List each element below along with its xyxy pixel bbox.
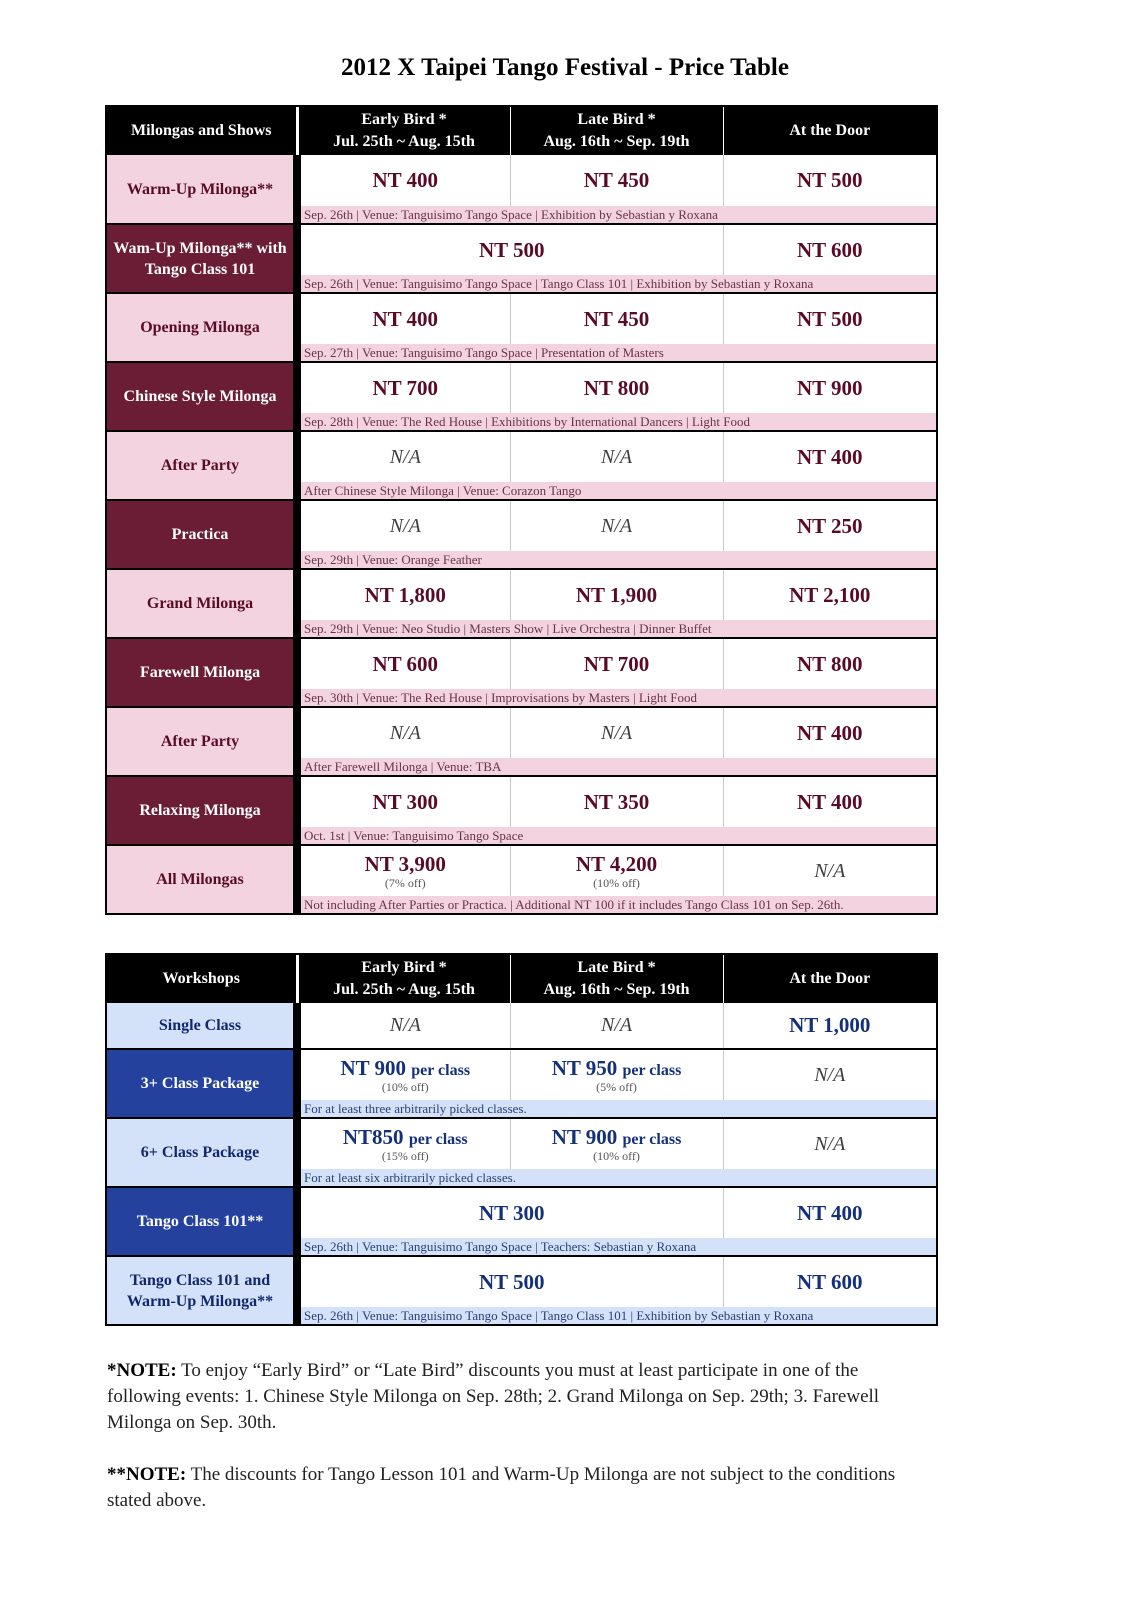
late-bird-dates: Aug. 16th ~ Sep. 19th: [543, 133, 690, 150]
table-row: [107, 500, 936, 551]
workshops-header-label: Workshops: [107, 955, 297, 1003]
early-late-price: NT 300: [297, 1187, 723, 1238]
event-info: Sep. 29th | Venue: Orange Feather: [297, 551, 936, 569]
late-price: NT 450: [510, 293, 723, 344]
event-name: Opening Milonga: [107, 293, 297, 362]
door-price: N/A: [723, 845, 936, 896]
workshop-name: 3+ Class Package: [107, 1049, 297, 1118]
door-price: N/A: [723, 1049, 936, 1100]
early-price: NT 400: [297, 155, 510, 206]
event-name: Farewell Milonga: [107, 638, 297, 707]
per-class-label: per class: [408, 1131, 468, 1148]
early-price: NT 300: [297, 776, 510, 827]
late-discount: (10% off): [593, 1149, 640, 1163]
note-label: **NOTE:: [107, 1464, 187, 1485]
event-info: After Chinese Style Milonga | Venue: Corazon Tango: [297, 482, 936, 500]
event-name: Warm-Up Milonga**: [107, 155, 297, 224]
early-price-value: NT850: [342, 1125, 404, 1149]
door-price: NT 600: [723, 224, 936, 275]
door-price: NT 500: [723, 293, 936, 344]
per-class-label: per class: [622, 1131, 682, 1148]
note-text: The discounts for Tango Lesson 101 and Warm-Up Milonga are not subject to the conditions stated above.: [107, 1464, 896, 1511]
workshop-name: 6+ Class Package: [107, 1118, 297, 1187]
late-price: [510, 1118, 723, 1169]
late-price: NT 1,900: [510, 569, 723, 620]
early-price-value: NT 3,900: [364, 852, 446, 876]
event-name: Wam-Up Milonga** with Tango Class 101: [107, 224, 297, 293]
late-bird-label: Late Bird *: [577, 959, 656, 976]
event-info: Not including After Parties or Practica. | Additional NT 100 if it includes Tango Class 101 on Sep. 26th.: [297, 896, 936, 913]
early-late-price: NT 500: [297, 224, 723, 275]
door-price: N/A: [723, 1118, 936, 1169]
event-name: All Milongas: [107, 845, 297, 913]
per-class-label: per class: [411, 1062, 471, 1079]
late-price: N/A: [510, 1003, 723, 1049]
door-price: NT 400: [723, 431, 936, 482]
late-price: NT 350: [510, 776, 723, 827]
event-info: Sep. 29th | Venue: Neo Studio | Masters Show | Live Orchestra | Dinner Buffet: [297, 620, 936, 638]
table-row: [107, 845, 936, 896]
late-price-value: NT 950: [551, 1056, 618, 1080]
table-row: [107, 155, 936, 206]
table-row: [107, 1256, 936, 1307]
event-info: Sep. 27th | Venue: Tanguisimo Tango Space | Presentation of Masters: [297, 344, 936, 362]
table-row: [107, 1187, 936, 1238]
early-bird-header: [297, 955, 510, 1003]
early-price: N/A: [297, 431, 510, 482]
table-row: [107, 431, 936, 482]
event-info: After Farewell Milonga | Venue: TBA: [297, 758, 936, 776]
note-discount-exception: [107, 1462, 907, 1514]
early-price: N/A: [297, 500, 510, 551]
late-price: N/A: [510, 707, 723, 758]
late-bird-dates: Aug. 16th ~ Sep. 19th: [543, 981, 690, 998]
door-price: NT 400: [723, 707, 936, 758]
at-door-header: At the Door: [723, 955, 936, 1003]
door-price: NT 400: [723, 776, 936, 827]
table-row: [107, 293, 936, 344]
late-discount: (5% off): [596, 1080, 637, 1094]
early-bird-dates: Jul. 25th ~ Aug. 15th: [333, 133, 475, 150]
event-name: Chinese Style Milonga: [107, 362, 297, 431]
early-price: [297, 1118, 510, 1169]
workshop-info: For at least three arbitrarily picked classes.: [297, 1100, 936, 1118]
early-price: NT 700: [297, 362, 510, 413]
door-price: NT 2,100: [723, 569, 936, 620]
table-row: [107, 1049, 936, 1100]
early-price: N/A: [297, 1003, 510, 1049]
workshop-name: Tango Class 101**: [107, 1187, 297, 1256]
table-row: [107, 776, 936, 827]
milongas-header-label: Milongas and Shows: [107, 107, 297, 155]
door-price: NT 250: [723, 500, 936, 551]
late-discount: (10% off): [593, 876, 640, 890]
late-price: NT 450: [510, 155, 723, 206]
page-title: 2012 X Taipei Tango Festival - Price Table: [341, 54, 789, 81]
late-price: N/A: [510, 500, 723, 551]
early-price: NT 400: [297, 293, 510, 344]
event-name: Practica: [107, 500, 297, 569]
event-info: Sep. 26th | Venue: Tanguisimo Tango Space | Tango Class 101 | Exhibition by Sebastian y Roxana: [297, 275, 936, 293]
event-info: Sep. 30th | Venue: The Red House | Improvisations by Masters | Light Food: [297, 689, 936, 707]
table-row: [107, 362, 936, 413]
late-price-value: NT 900: [551, 1125, 618, 1149]
early-price-value: NT 900: [340, 1056, 406, 1080]
late-price: N/A: [510, 431, 723, 482]
note-text: To enjoy “Early Bird” or “Late Bird” discounts you must at least participate in one of the following events: 1. Chinese Style Milonga on Sep. 28th; 2. Grand Milonga on Sep. 29th; 3. Farewell Milonga on Sep. 30th.: [107, 1360, 880, 1433]
early-discount: (10% off): [381, 1080, 429, 1094]
note-label: *NOTE:: [107, 1360, 177, 1381]
early-discount: (15% off): [381, 1149, 429, 1163]
event-info: Sep. 26th | Venue: Tanguisimo Tango Space | Exhibition by Sebastian y Roxana: [297, 206, 936, 224]
milongas-header-row: [107, 107, 936, 155]
early-price: NT 600: [297, 638, 510, 689]
door-price: NT 1,000: [723, 1003, 936, 1049]
late-price: [510, 1049, 723, 1100]
late-price: NT 700: [510, 638, 723, 689]
late-price: NT 800: [510, 362, 723, 413]
event-name: After Party: [107, 707, 297, 776]
workshop-info: For at least six arbitrarily picked classes.: [297, 1169, 936, 1187]
late-bird-header: [510, 107, 723, 155]
workshop-name: Single Class: [107, 1003, 297, 1049]
workshop-info: Sep. 26th | Venue: Tanguisimo Tango Space | Teachers: Sebastian y Roxana: [297, 1238, 936, 1256]
early-price: NT 1,800: [297, 569, 510, 620]
workshops-header-row: [107, 955, 936, 1003]
event-name: After Party: [107, 431, 297, 500]
early-price: [297, 845, 510, 896]
door-price: NT 400: [723, 1187, 936, 1238]
late-price-value: NT 4,200: [575, 852, 658, 876]
early-bird-dates: Jul. 25th ~ Aug. 15th: [333, 981, 475, 998]
note-early-bird: [107, 1358, 907, 1436]
table-row: [107, 569, 936, 620]
event-name: Relaxing Milonga: [107, 776, 297, 845]
early-bird-label: Early Bird *: [361, 959, 447, 976]
early-discount: (7% off): [384, 876, 426, 890]
early-price: [297, 1049, 510, 1100]
per-class-label: per class: [622, 1062, 682, 1079]
early-bird-label: Early Bird *: [361, 111, 447, 128]
event-name: Grand Milonga: [107, 569, 297, 638]
door-price: NT 800: [723, 638, 936, 689]
early-price: N/A: [297, 707, 510, 758]
door-price: NT 500: [723, 155, 936, 206]
late-bird-header: [510, 955, 723, 1003]
table-row: [107, 1003, 936, 1049]
at-door-header: At the Door: [723, 107, 936, 155]
table-row: [107, 707, 936, 758]
workshops-price-table: [107, 955, 936, 1324]
late-price: [510, 845, 723, 896]
late-bird-label: Late Bird *: [577, 111, 656, 128]
table-row: [107, 638, 936, 689]
door-price: NT 600: [723, 1256, 936, 1307]
door-price: NT 900: [723, 362, 936, 413]
early-late-price: NT 500: [297, 1256, 723, 1307]
early-bird-header: [297, 107, 510, 155]
milongas-price-table: [107, 107, 936, 913]
table-row: [107, 1118, 936, 1169]
workshop-name: Tango Class 101 and Warm-Up Milonga**: [107, 1256, 297, 1324]
event-info: Oct. 1st | Venue: Tanguisimo Tango Space: [297, 827, 936, 845]
event-info: Sep. 28th | Venue: The Red House | Exhibitions by International Dancers | Light Food: [297, 413, 936, 431]
table-row: [107, 224, 936, 275]
workshop-info: Sep. 26th | Venue: Tanguisimo Tango Space | Tango Class 101 | Exhibition by Sebastian y Roxana: [297, 1307, 936, 1324]
